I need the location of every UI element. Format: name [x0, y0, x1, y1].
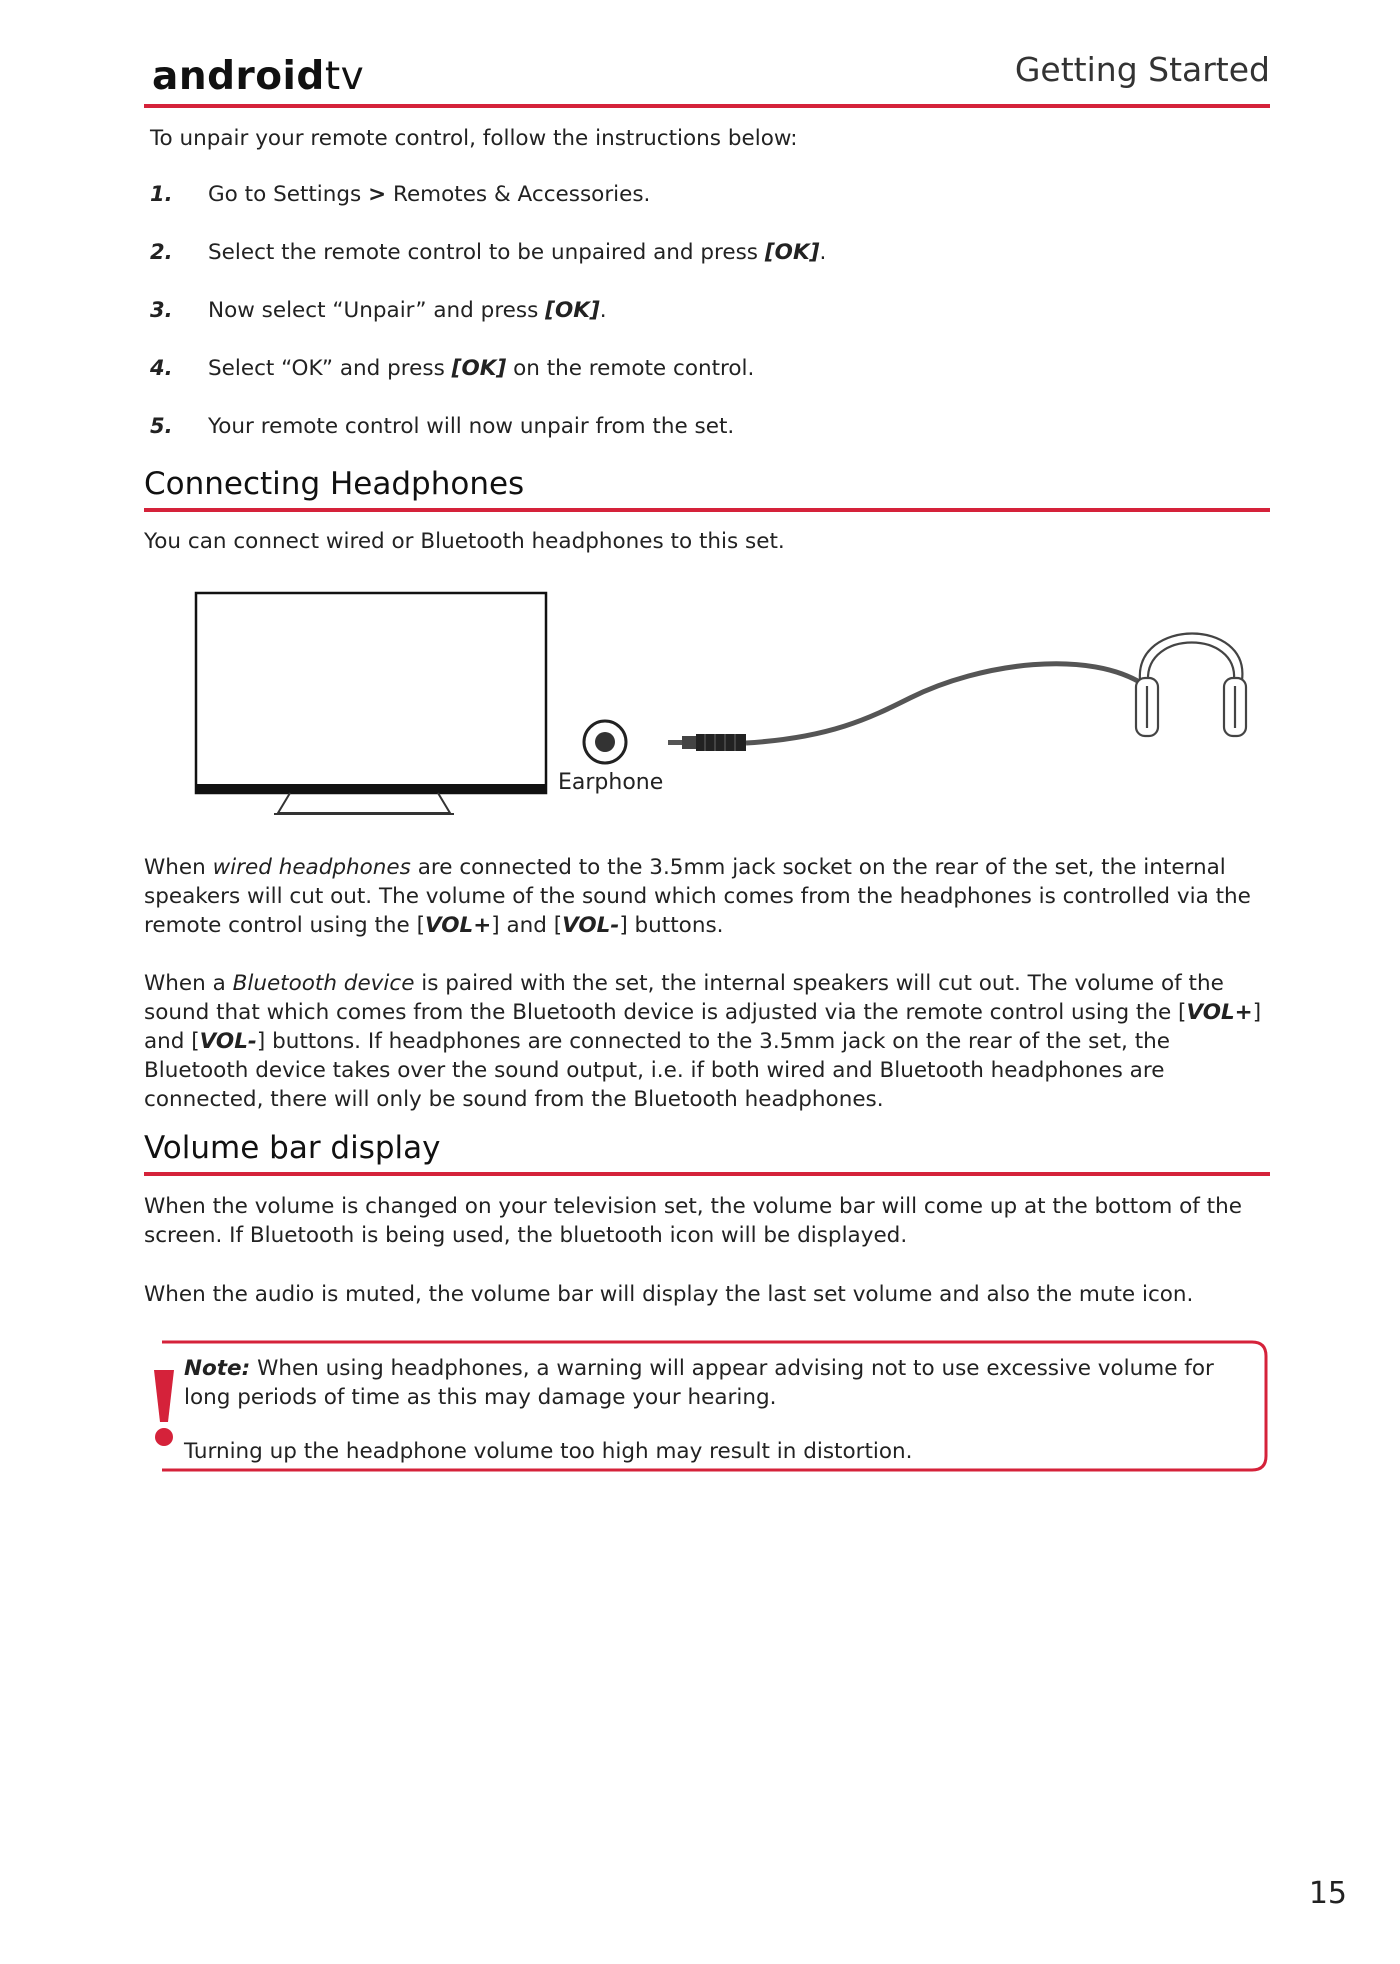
step-text-5: Your remote control will now unpair from the set.: [208, 414, 735, 439]
step-text-2: Select the remote control to be unpaired and press [OK].: [208, 240, 827, 265]
header-rule: [144, 104, 1270, 108]
unpair-intro: To unpair your remote control, follow the instructions below:: [150, 126, 798, 151]
volume-paragraph-2: When the audio is muted, the volume bar will display the last set volume and also the mute icon.: [144, 1282, 1194, 1307]
section-rule: [144, 1172, 1270, 1176]
warning-exclamation-icon: [154, 1370, 174, 1446]
earphone-jack-icon: [584, 721, 626, 763]
headphones-icon: [1136, 634, 1246, 737]
step-number-3: 3.: [150, 298, 173, 322]
step-number-2: 2.: [150, 240, 173, 264]
headphone-cable: [746, 664, 1146, 743]
section-rule: [144, 508, 1270, 512]
android-tv-logo: androidtv: [152, 54, 365, 99]
wired-headphones-paragraph: When wired headphones are connected to the 3.5mm jack socket on the rear of the set, the internal speakers will cut out. The volume of the sound which comes from the headphones is controlled via the remote control using the [VOL+] and [VOL-] buttons.: [144, 855, 1251, 938]
page-number: 15: [1308, 1876, 1347, 1911]
step-number-4: 4.: [150, 356, 173, 380]
note-text-2: Turning up the headphone volume too high may result in distortion.: [184, 1439, 913, 1464]
headphone-connection-diagram: [190, 588, 1270, 828]
step-text-3: Now select “Unpair” and press [OK].: [208, 298, 607, 323]
heading-connecting-headphones: Connecting Headphones: [144, 466, 525, 502]
step-number-1: 1.: [150, 182, 173, 206]
note-text-1: Note: When using headphones, a warning will appear advising not to use excessive volume for long periods of time as this may damage your hearing.: [184, 1356, 1214, 1410]
step-text-4: Select “OK” and press [OK] on the remote control.: [208, 356, 755, 381]
headphones-intro: You can connect wired or Bluetooth headphones to this set.: [144, 529, 785, 554]
step-text-1: Go to Settings > Remotes & Accessories.: [208, 182, 651, 207]
section-title: Getting Started: [1014, 50, 1270, 89]
tv-illustration: [196, 593, 546, 814]
heading-volume-bar-display: Volume bar display: [144, 1130, 441, 1166]
earphone-label: Earphone: [558, 770, 664, 795]
step-number-5: 5.: [150, 414, 173, 438]
bluetooth-paragraph: When a Bluetooth device is paired with the set, the internal speakers will cut out. The volume of the sound that which comes from the Bluetooth device is adjusted via the remote control using the [VOL+] and [VOL-] buttons. If headphones are connected to the 3.5mm jack on the rear of the set, the Bluetooth device takes over the sound output, i.e. if both wired and Bluetooth headphones are connected, there will only be sound from the Bluetooth headphones.: [144, 971, 1262, 1112]
volume-paragraph-1: When the volume is changed on your television set, the volume bar will come up at the bottom of the screen. If Bluetooth is being used, the bluetooth icon will be displayed.: [144, 1194, 1242, 1248]
headphone-plug-icon: [668, 734, 746, 751]
